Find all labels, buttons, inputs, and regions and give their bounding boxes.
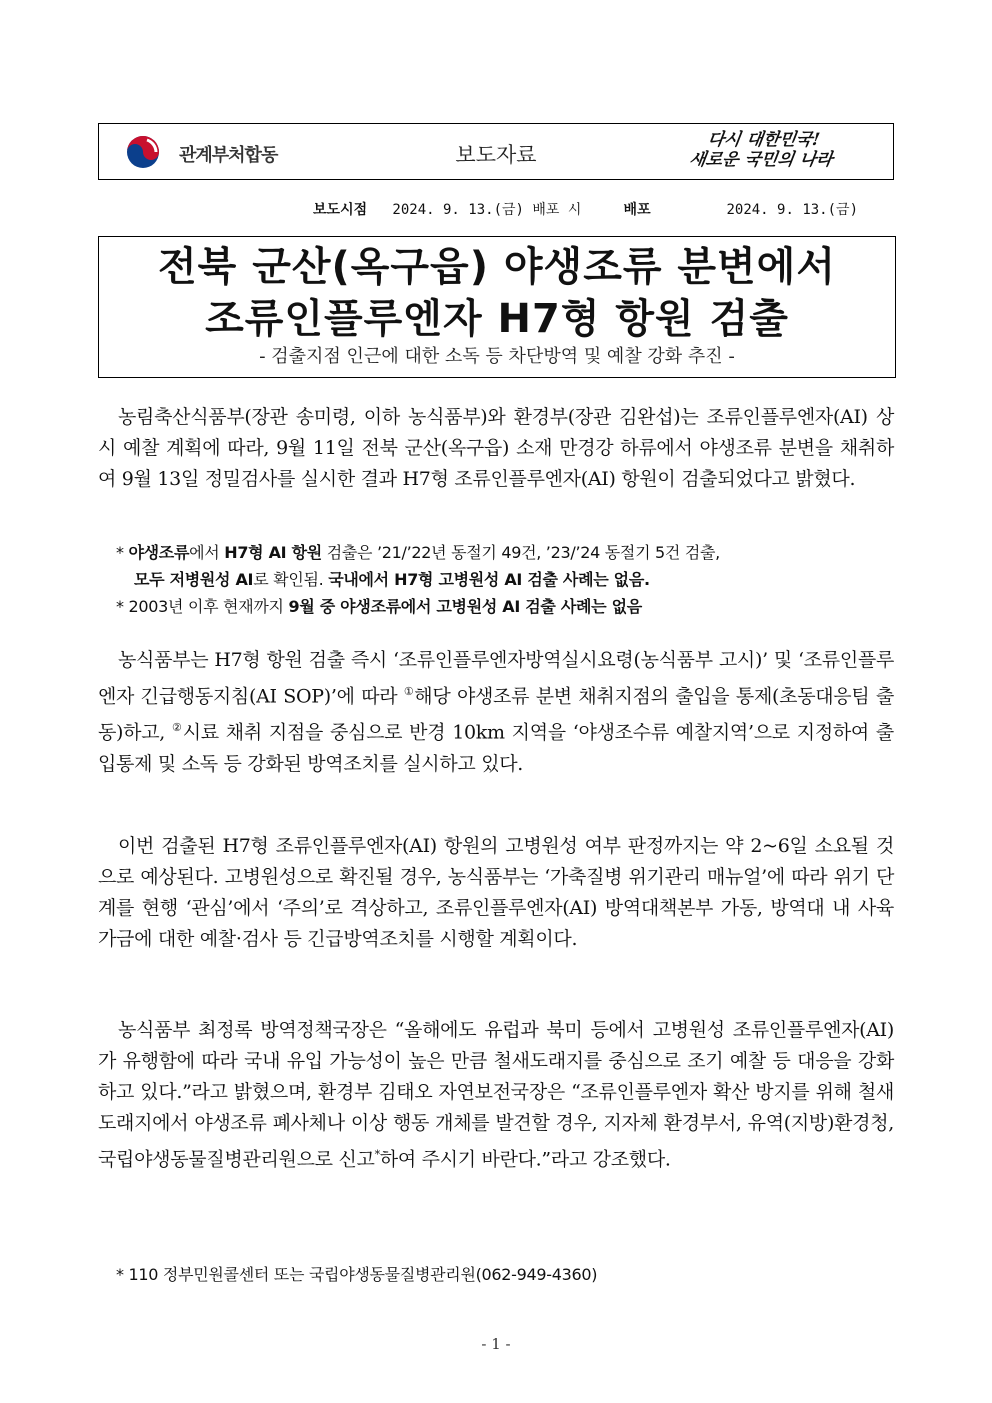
- slogan: [664, 130, 860, 174]
- note-1-text-3: 로 확인됨.: [253, 570, 329, 589]
- note-1-bold-1: 야생조류: [128, 543, 190, 562]
- slogan-line-2: 새로운 국민의 나라: [687, 150, 834, 170]
- paragraph-4: [98, 1015, 894, 1175]
- page-number: - 1 -: [481, 1335, 511, 1353]
- note-1-text-1: 에서: [189, 543, 225, 562]
- paragraph-2-part-c: 시료 채취 지점을 중심으로 반경 10km 지역을 ‘야생조수류 예찰지역’으로 지정하여 출입통제 및 소독 등 강화된 방역조치를 실시하고 있다.: [98, 721, 894, 775]
- note-2-star: *: [116, 597, 124, 616]
- paragraph-4-marker: *: [374, 1148, 380, 1161]
- slogan-line-1: 다시 대한민국!: [706, 130, 822, 150]
- paragraph-2-part-a: 농식품부는 H7형 항원 검출 즉시 ‘조류인플루엔자방역실시요령(농식품부 고시)’ 및 ‘조류인플루엔자 긴급행동지침(AI SOP)’에 따라: [98, 649, 894, 708]
- note-1-text-2: 검출은 ’21/’22년 동절기 49건, ’23/’24 동절기 5건 검출,: [321, 543, 720, 562]
- note-1-bold-2: H7형 AI 항원: [224, 543, 322, 562]
- title-line-2: 조류인플루엔자 H7형 항원 검출: [205, 296, 789, 342]
- title-box: [98, 236, 896, 378]
- subtitle: - 검출지점 인근에 대한 소독 등 차단방역 및 예찰 강화 추진 -: [259, 346, 735, 367]
- note-1-bold-4: 국내에서 H7형 고병원성 AI 검출 사례는 없음.: [328, 570, 650, 589]
- note-2-text-1: 2003년 이후 현재까지: [128, 597, 289, 616]
- paragraph-2: [98, 645, 894, 780]
- note-2-bold-1: 9월 중 야생조류에서 고병원성 AI 검출 사례는 없음: [288, 597, 642, 616]
- header-box: [98, 123, 894, 180]
- paragraph-4-part-b: 하여 주시기 바란다.”라고 강조했다.: [379, 1148, 671, 1171]
- paragraph-4-part-a: 농식품부 최정록 방역정책국장은 “올해에도 유럽과 북미 등에서 고병원성 조류인플루엔자(AI)가 유행함에 따라 국내 유입 가능성이 높은 만큼 철새도래지를 중심으로 조기 예찰 등 대응을 강화하고 있다.”라고 밝혔으며, 환경부 김태오 자연보전국장은 “조류인플루엔자 확산 방지를 위해 철새도래지에서 야생조류 폐사체나 이상 행동 개체를 발견할 경우, 지자체 환경부서, 유역(지방)환경청, 국립야생동물질병관리원으로 신고: [98, 1019, 894, 1171]
- title-line-1: 전북 군산(옥구읍) 야생조류 분변에서: [158, 244, 836, 290]
- release-time-label: 보도시점: [313, 202, 368, 218]
- note-3: * 110 정부민원콜센터 또는 국립야생동물질병관리원(062-949-4360): [116, 1265, 598, 1284]
- release-info: [98, 199, 858, 219]
- paragraph-3: 이번 검출된 H7형 조류인플루엔자(AI) 항원의 고병원성 여부 판정까지는 약 2~6일 소요될 것으로 예상된다. 고병원성으로 확진될 경우, 농식품부는 ‘가축질병 위기관리 매뉴얼’에 따라 위기 단계를 현행 ‘관심’에서 ‘주의’로 격상하고, 조류인플루엔자(AI) 방역대책본부 가동, 방역대 내 사육 가금에 대한 예찰·검사 등 긴급방역조치를 시행할 계획이다.: [98, 835, 894, 950]
- release-dist-label: 배포: [623, 202, 651, 218]
- note-2: [116, 593, 896, 620]
- paragraph-1: 농림축산식품부(장관 송미령, 이하 농식품부)와 환경부(장관 김완섭)는 조류인플루엔자(AI) 상시 예찰 계획에 따라, 9월 11일 전북 군산(옥구읍) 소재 만경강 하류에서 야생조류 분변을 채취하여 9월 13일 정밀검사를 실시한 결과 H7형 조류인플루엔자(AI) 항원이 검출되었다고 밝혔다.: [98, 406, 894, 490]
- note-1-bold-3: 모두 저병원성 AI: [134, 570, 254, 589]
- org-name: 관계부처합동: [179, 145, 278, 166]
- doc-type: 보도자료: [455, 143, 537, 167]
- paragraph-2-part-b: 해당 야생조류 분변 채취지점의 출입을 통제(초동대응팀 출동)하고,: [98, 685, 895, 744]
- note-1-star: *: [116, 543, 124, 562]
- paragraph-2-marker-1: ①: [403, 685, 415, 698]
- paragraph-2-marker-2: ②: [171, 721, 183, 735]
- release-time-value: 2024. 9. 13.(금) 배포 시: [392, 202, 582, 218]
- note-1-line-2: [116, 566, 896, 593]
- release-dist-value: 2024. 9. 13.(금): [726, 202, 858, 218]
- note-1: [116, 539, 896, 593]
